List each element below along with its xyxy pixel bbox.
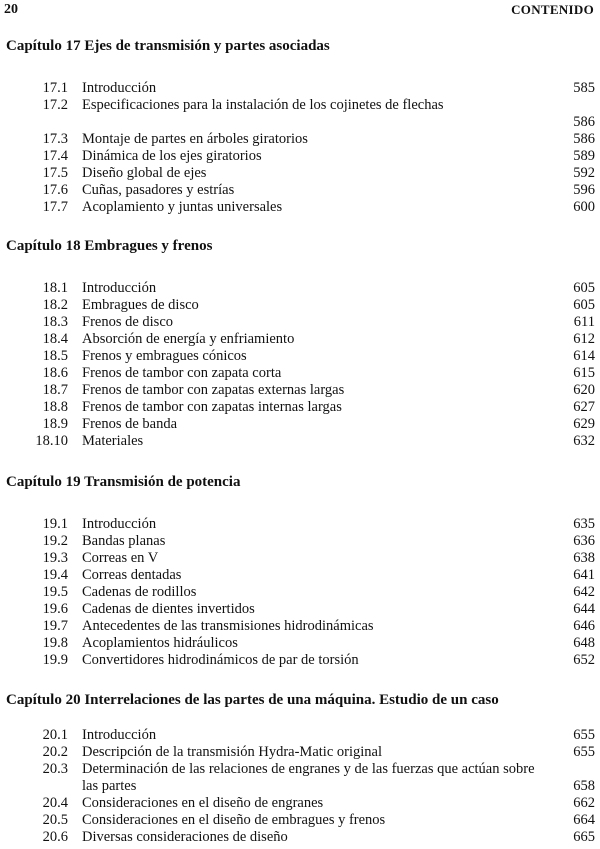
section-page: 620 [573,382,595,398]
chapter-title: Capítulo 20 Interrelaciones de las partes de una máquina. Estudio de un caso [6,692,499,708]
section-title: Dinámica de los ejes giratorios [82,148,262,164]
section-title: Especificaciones para la instalación de los cojinetes de flechas [82,97,444,113]
running-title: CONTENIDO [511,2,594,17]
section-number: 19.3 [42,550,68,566]
section-page: 586 [573,131,595,147]
section-page: 586 [573,114,595,130]
section-number: 20.3 [42,761,68,777]
chapter-title: Capítulo 17 Ejes de transmisión y partes asociadas [6,38,330,54]
section-title: Introducción [82,280,157,296]
section-number: 18.8 [42,399,68,415]
section-title: Diseño global de ejes [82,165,207,181]
section-title: Embragues de disco [82,297,199,313]
section-number: 18.3 [42,314,68,330]
section-title: Frenos de disco [82,314,174,330]
section-title: Determinación de las relaciones de engranes y de las fuerzas que actúan sobre las partes [82,761,535,794]
section-number: 17.3 [42,131,68,147]
section-number: 17.1 [42,80,68,96]
section-title: Frenos de banda [82,416,178,432]
section-number: 20.5 [42,812,68,828]
section-title: Introducción [82,516,157,532]
section-number: 19.4 [42,567,68,583]
section-number: 18.2 [42,297,68,313]
section-page: 585 [573,80,595,96]
section-title: Bandas planas [82,533,166,549]
section-page: 605 [573,280,595,296]
section-number: 19.5 [42,584,68,600]
section-title: Acoplamientos hidráulicos [82,635,238,651]
section-page: 600 [573,199,595,215]
section-number: 20.2 [42,744,68,760]
section-number: 17.4 [42,148,68,164]
section-title: Consideraciones en el diseño de engranes [82,795,324,811]
section-page: 627 [573,399,595,415]
section-page: 644 [573,601,595,617]
page-number: 20 [4,2,18,17]
section-number: 19.8 [42,635,68,651]
section-page: 632 [573,433,595,449]
section-title: Frenos de tambor con zapatas internas largas [82,399,342,415]
section-page: 605 [573,297,595,313]
chapter-title: Capítulo 19 Transmisión de potencia [6,474,241,490]
section-title: Convertidores hidrodinámicos de par de torsión [82,652,359,668]
section-page: 629 [573,416,595,432]
section-number: 18.4 [42,331,68,347]
section-number: 19.7 [42,618,68,634]
section-title: Frenos y embragues cónicos [82,348,247,364]
chapter-title: Capítulo 18 Embragues y frenos [6,238,213,254]
section-title: Materiales [82,433,144,449]
section-page: 589 [573,148,595,164]
section-number: 19.6 [42,601,68,617]
section-number: 17.5 [42,165,68,181]
section-number: 19.9 [42,652,68,668]
section-number: 18.1 [42,280,68,296]
section-page: 664 [573,812,595,828]
section-page: 658 [573,778,595,794]
section-page: 636 [573,533,595,549]
section-number: 18.5 [42,348,68,364]
section-page: 648 [573,635,595,651]
section-number: 18.9 [42,416,68,432]
section-title: Introducción [82,80,157,96]
section-title: Acoplamiento y juntas universales [82,199,283,215]
section-page: 665 [573,829,595,845]
section-title: Frenos de tambor con zapatas externas largas [82,382,345,398]
section-page: 614 [573,348,595,364]
section-number: 18.10 [35,433,68,449]
section-page: 652 [573,652,595,668]
section-page: 641 [573,567,595,583]
section-title: Diversas consideraciones de diseño [82,829,288,845]
section-title: Montaje de partes en árboles giratorios [82,131,308,147]
section-title: Introducción [82,727,157,743]
section-number: 20.6 [42,829,68,845]
section-page: 592 [573,165,595,181]
section-page: 655 [573,727,595,743]
section-page: 655 [573,744,595,760]
section-title: Descripción de la transmisión Hydra-Matic original [82,744,382,760]
section-number: 17.2 [42,97,68,113]
section-number: 19.1 [42,516,68,532]
section-number: 20.4 [42,795,68,811]
section-page: 612 [573,331,595,347]
section-page: 662 [573,795,595,811]
section-title: Frenos de tambor con zapata corta [82,365,282,381]
section-title: Antecedentes de las transmisiones hidrodinámicas [82,618,374,634]
section-number: 18.7 [42,382,68,398]
section-page: 596 [573,182,595,198]
section-title: Cuñas, pasadores y estrías [82,182,235,198]
section-title: Correas en V [82,550,159,566]
section-title: Cadenas de rodillos [82,584,197,600]
section-page: 611 [573,314,595,330]
page-header [4,2,594,20]
section-page: 638 [573,550,595,566]
section-page: 635 [573,516,595,532]
section-number: 17.6 [42,182,68,198]
section-page: 615 [573,365,595,381]
section-title: Absorción de energía y enfriamiento [82,331,295,347]
section-title: Consideraciones en el diseño de embragues y frenos [82,812,386,828]
section-number: 18.6 [42,365,68,381]
section-number: 20.1 [42,727,68,743]
section-page: 646 [573,618,595,634]
section-title: Correas dentadas [82,567,182,583]
section-number: 17.7 [42,199,68,215]
section-page: 642 [573,584,595,600]
section-number: 19.2 [42,533,68,549]
section-title: Cadenas de dientes invertidos [82,601,255,617]
